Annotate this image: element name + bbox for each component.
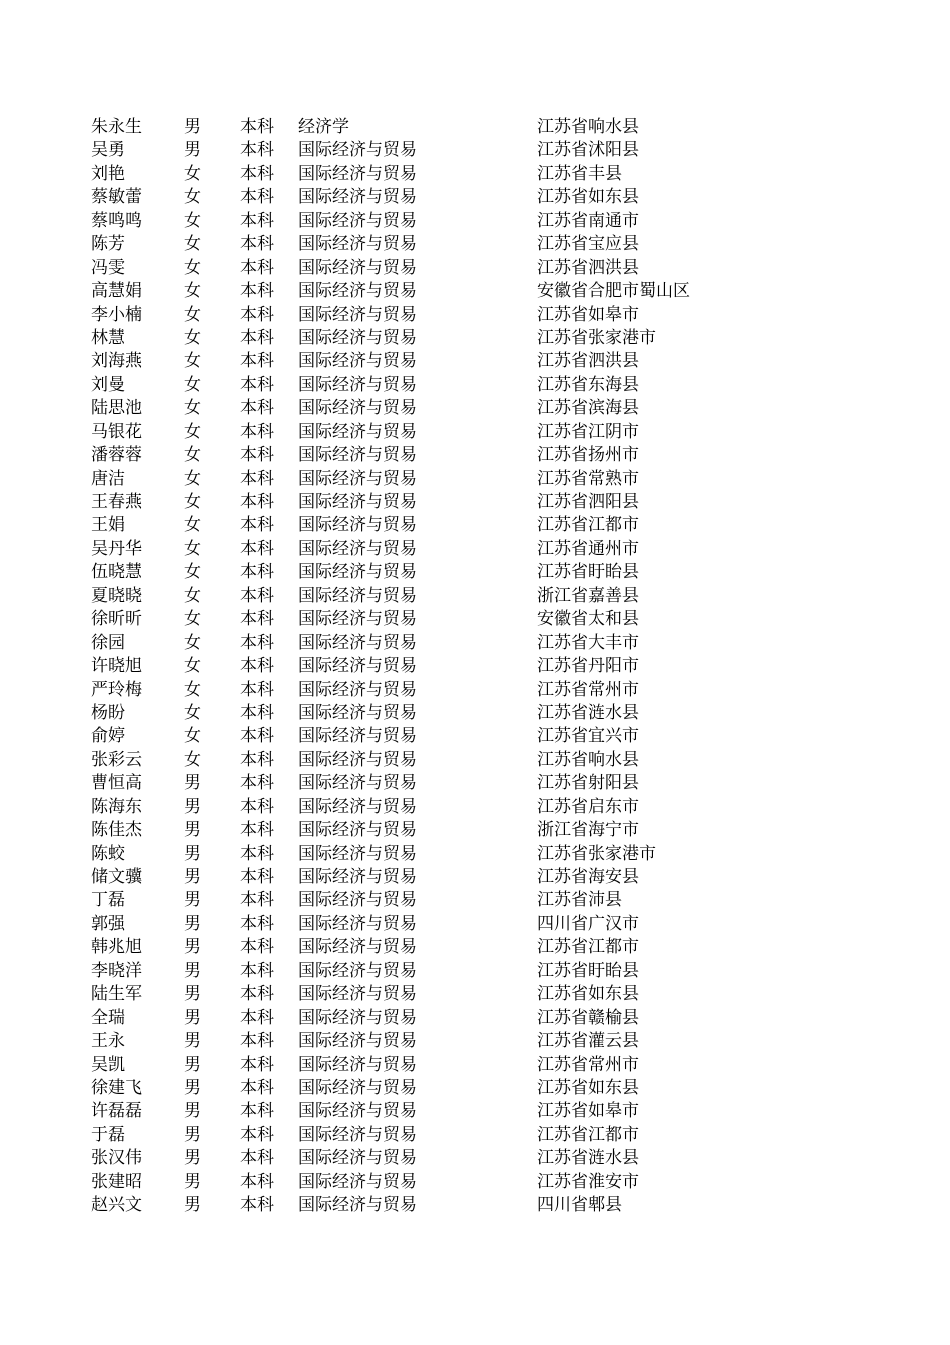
student-major: 国际经济与贸易 (298, 562, 417, 583)
student-degree: 本科 (240, 374, 274, 395)
student-gender: 男 (184, 984, 201, 1005)
student-major: 国际经济与贸易 (298, 726, 417, 747)
student-major: 国际经济与贸易 (298, 1124, 417, 1145)
student-name: 刘海燕 (91, 351, 142, 372)
student-gender: 女 (184, 421, 201, 442)
student-gender: 女 (184, 492, 201, 512)
student-gender: 女 (184, 515, 201, 536)
student-degree: 本科 (240, 843, 274, 864)
student-name: 陆生军 (91, 984, 142, 1005)
student-degree: 本科 (240, 585, 274, 606)
student-origin: 江苏省赣榆县 (537, 1007, 639, 1028)
student-name: 朱永生 (91, 117, 142, 137)
student-roster (91, 116, 791, 1218)
table-row (91, 1030, 791, 1053)
student-major: 国际经济与贸易 (298, 210, 417, 231)
student-major: 国际经济与贸易 (298, 702, 417, 723)
student-name: 陈海东 (91, 796, 142, 817)
student-origin: 四川省郫县 (537, 1195, 622, 1216)
student-degree: 本科 (240, 163, 274, 184)
student-origin: 江苏省泗阳县 (537, 492, 639, 512)
table-row (91, 1100, 791, 1123)
student-major: 国际经济与贸易 (298, 304, 417, 325)
student-gender: 男 (184, 1007, 201, 1028)
student-major: 国际经济与贸易 (298, 796, 417, 817)
student-degree: 本科 (240, 187, 274, 208)
student-origin: 江苏省通州市 (537, 538, 639, 559)
student-name: 储文骥 (91, 867, 142, 887)
table-row (91, 632, 791, 655)
student-name: 吴丹华 (91, 538, 142, 559)
student-major: 国际经济与贸易 (298, 1101, 417, 1122)
student-major: 国际经济与贸易 (298, 1031, 417, 1052)
student-gender: 女 (184, 538, 201, 559)
student-origin: 江苏省如东县 (537, 1077, 639, 1098)
table-row (91, 1054, 791, 1077)
table-row (91, 796, 791, 819)
student-degree: 本科 (240, 445, 274, 466)
student-major: 经济学 (298, 117, 349, 137)
student-name: 张彩云 (91, 749, 142, 770)
student-major: 国际经济与贸易 (298, 421, 417, 442)
table-row (91, 983, 791, 1006)
student-degree: 本科 (240, 210, 274, 231)
student-gender: 男 (184, 1195, 201, 1216)
student-major: 国际经济与贸易 (298, 351, 417, 372)
student-name: 潘蓉蓉 (91, 445, 142, 466)
student-gender: 男 (184, 820, 201, 841)
student-name: 吴勇 (91, 140, 125, 161)
student-major: 国际经济与贸易 (298, 140, 417, 161)
student-origin: 江苏省沭阳县 (537, 140, 639, 161)
student-origin: 江苏省东海县 (537, 374, 639, 395)
student-gender: 女 (184, 656, 201, 677)
student-degree: 本科 (240, 679, 274, 700)
student-gender: 女 (184, 304, 201, 325)
student-origin: 江苏省涟水县 (537, 1148, 639, 1169)
student-gender: 女 (184, 468, 201, 489)
student-major: 国际经济与贸易 (298, 867, 417, 887)
student-name: 张建昭 (91, 1171, 142, 1192)
student-origin: 江苏省盱眙县 (537, 562, 639, 583)
student-gender: 女 (184, 210, 201, 231)
student-major: 国际经济与贸易 (298, 234, 417, 255)
student-major: 国际经济与贸易 (298, 1148, 417, 1169)
student-origin: 江苏省江阴市 (537, 421, 639, 442)
table-row (91, 913, 791, 936)
student-name: 赵兴文 (91, 1195, 142, 1216)
student-degree: 本科 (240, 656, 274, 677)
student-degree: 本科 (240, 140, 274, 161)
student-origin: 浙江省嘉善县 (537, 585, 639, 606)
student-major: 国际经济与贸易 (298, 1195, 417, 1216)
student-major: 国际经济与贸易 (298, 327, 417, 348)
student-major: 国际经济与贸易 (298, 1007, 417, 1028)
student-major: 国际经济与贸易 (298, 632, 417, 653)
student-degree: 本科 (240, 1124, 274, 1145)
table-row (91, 374, 791, 397)
student-origin: 江苏省常州市 (537, 679, 639, 700)
student-name: 马银花 (91, 421, 142, 442)
student-major: 国际经济与贸易 (298, 187, 417, 208)
table-row (91, 1194, 791, 1217)
student-degree: 本科 (240, 960, 274, 981)
student-origin: 江苏省丰县 (537, 163, 622, 184)
student-degree: 本科 (240, 1054, 274, 1075)
student-origin: 江苏省响水县 (537, 749, 639, 770)
student-major: 国际经济与贸易 (298, 281, 417, 302)
student-gender: 女 (184, 281, 201, 302)
table-row (91, 679, 791, 702)
student-name: 郭强 (91, 913, 125, 934)
student-gender: 男 (184, 1148, 201, 1169)
student-origin: 江苏省丹阳市 (537, 656, 639, 677)
table-row (91, 749, 791, 772)
student-name: 张汉伟 (91, 1148, 142, 1169)
student-major: 国际经济与贸易 (298, 773, 417, 794)
student-name: 李晓洋 (91, 960, 142, 981)
student-degree: 本科 (240, 492, 274, 512)
student-degree: 本科 (240, 609, 274, 630)
student-major: 国际经济与贸易 (298, 257, 417, 278)
student-gender: 女 (184, 445, 201, 466)
student-major: 国际经济与贸易 (298, 656, 417, 677)
student-degree: 本科 (240, 632, 274, 653)
student-gender: 男 (184, 1077, 201, 1098)
student-origin: 安徽省太和县 (537, 609, 639, 630)
table-row (91, 327, 791, 350)
student-major: 国际经济与贸易 (298, 398, 417, 419)
table-row (91, 538, 791, 561)
student-degree: 本科 (240, 820, 274, 841)
student-degree: 本科 (240, 515, 274, 536)
student-degree: 本科 (240, 796, 274, 817)
student-major: 国际经济与贸易 (298, 468, 417, 489)
table-row (91, 561, 791, 584)
student-name: 冯雯 (91, 257, 125, 278)
student-origin: 江苏省盱眙县 (537, 960, 639, 981)
student-degree: 本科 (240, 1077, 274, 1098)
table-row (91, 350, 791, 373)
student-origin: 江苏省如皋市 (537, 304, 639, 325)
student-gender: 男 (184, 1031, 201, 1052)
student-gender: 女 (184, 562, 201, 583)
student-origin: 江苏省大丰市 (537, 632, 639, 653)
student-gender: 女 (184, 702, 201, 723)
student-degree: 本科 (240, 937, 274, 958)
student-name: 于磊 (91, 1124, 125, 1145)
student-major: 国际经济与贸易 (298, 913, 417, 934)
student-degree: 本科 (240, 913, 274, 934)
student-gender: 男 (184, 867, 201, 887)
student-major: 国际经济与贸易 (298, 843, 417, 864)
student-origin: 江苏省泗洪县 (537, 257, 639, 278)
student-origin: 江苏省响水县 (537, 117, 639, 137)
student-gender: 男 (184, 1171, 201, 1192)
student-degree: 本科 (240, 304, 274, 325)
student-origin: 江苏省泗洪县 (537, 351, 639, 372)
student-name: 林慧 (91, 327, 125, 348)
student-major: 国际经济与贸易 (298, 1054, 417, 1075)
table-row (91, 1147, 791, 1170)
student-name: 徐建飞 (91, 1077, 142, 1098)
student-gender: 女 (184, 351, 201, 372)
student-degree: 本科 (240, 562, 274, 583)
student-gender: 女 (184, 632, 201, 653)
student-degree: 本科 (240, 867, 274, 887)
student-origin: 江苏省宜兴市 (537, 726, 639, 747)
table-row (91, 1077, 791, 1100)
student-origin: 浙江省海宁市 (537, 820, 639, 841)
student-degree: 本科 (240, 1007, 274, 1028)
student-name: 陈佳杰 (91, 820, 142, 841)
student-major: 国际经济与贸易 (298, 585, 417, 606)
student-name: 蔡敏蕾 (91, 187, 142, 208)
student-major: 国际经济与贸易 (298, 538, 417, 559)
table-row (91, 491, 791, 514)
student-gender: 男 (184, 1124, 201, 1145)
student-name: 杨盼 (91, 702, 125, 723)
student-name: 严玲梅 (91, 679, 142, 700)
student-degree: 本科 (240, 117, 274, 137)
student-gender: 女 (184, 585, 201, 606)
table-row (91, 1124, 791, 1147)
table-row (91, 186, 791, 209)
student-major: 国际经济与贸易 (298, 374, 417, 395)
table-row (91, 116, 791, 139)
student-origin: 江苏省江都市 (537, 1124, 639, 1145)
student-origin: 江苏省常州市 (537, 1054, 639, 1075)
student-origin: 江苏省射阳县 (537, 773, 639, 794)
table-row (91, 772, 791, 795)
student-degree: 本科 (240, 726, 274, 747)
student-origin: 江苏省张家港市 (537, 327, 656, 348)
student-major: 国际经济与贸易 (298, 749, 417, 770)
student-degree: 本科 (240, 1171, 274, 1192)
student-major: 国际经济与贸易 (298, 515, 417, 536)
student-degree: 本科 (240, 890, 274, 911)
student-origin: 江苏省宝应县 (537, 234, 639, 255)
table-row (91, 702, 791, 725)
student-name: 吴凯 (91, 1054, 125, 1075)
student-major: 国际经济与贸易 (298, 679, 417, 700)
student-name: 丁磊 (91, 890, 125, 911)
student-gender: 男 (184, 960, 201, 981)
table-row (91, 304, 791, 327)
student-name: 许晓旭 (91, 656, 142, 677)
student-gender: 女 (184, 327, 201, 348)
table-row (91, 444, 791, 467)
student-degree: 本科 (240, 257, 274, 278)
table-row (91, 257, 791, 280)
student-origin: 江苏省启东市 (537, 796, 639, 817)
student-major: 国际经济与贸易 (298, 960, 417, 981)
student-origin: 江苏省涟水县 (537, 702, 639, 723)
student-origin: 江苏省扬州市 (537, 445, 639, 466)
student-name: 曹恒高 (91, 773, 142, 794)
table-row (91, 1171, 791, 1194)
table-row (91, 843, 791, 866)
student-gender: 女 (184, 187, 201, 208)
student-gender: 女 (184, 749, 201, 770)
student-name: 刘曼 (91, 374, 125, 395)
table-row (91, 514, 791, 537)
table-row (91, 139, 791, 162)
student-name: 伍晓慧 (91, 562, 142, 583)
table-row (91, 421, 791, 444)
table-row (91, 608, 791, 631)
student-degree: 本科 (240, 234, 274, 255)
student-origin: 江苏省江都市 (537, 937, 639, 958)
student-degree: 本科 (240, 1101, 274, 1122)
student-origin: 江苏省常熟市 (537, 468, 639, 489)
student-origin: 江苏省张家港市 (537, 843, 656, 864)
student-degree: 本科 (240, 1148, 274, 1169)
student-gender: 女 (184, 609, 201, 630)
student-origin: 江苏省如皋市 (537, 1101, 639, 1122)
student-name: 高慧娟 (91, 281, 142, 302)
student-major: 国际经济与贸易 (298, 1171, 417, 1192)
student-degree: 本科 (240, 327, 274, 348)
student-degree: 本科 (240, 281, 274, 302)
student-origin: 江苏省南通市 (537, 210, 639, 231)
student-gender: 男 (184, 1054, 201, 1075)
student-name: 陈蛟 (91, 843, 125, 864)
student-name: 刘艳 (91, 163, 125, 184)
student-origin: 江苏省滨海县 (537, 398, 639, 419)
student-gender: 男 (184, 937, 201, 958)
student-origin: 四川省广汉市 (537, 913, 639, 934)
table-row (91, 960, 791, 983)
student-origin: 江苏省如东县 (537, 187, 639, 208)
student-name: 王春燕 (91, 492, 142, 512)
table-row (91, 163, 791, 186)
table-row (91, 936, 791, 959)
student-degree: 本科 (240, 398, 274, 419)
student-gender: 男 (184, 913, 201, 934)
student-origin: 江苏省如东县 (537, 984, 639, 1005)
student-name: 许磊磊 (91, 1101, 142, 1122)
student-name: 全瑞 (91, 1007, 125, 1028)
student-degree: 本科 (240, 351, 274, 372)
student-major: 国际经济与贸易 (298, 820, 417, 841)
student-origin: 江苏省海安县 (537, 867, 639, 887)
student-gender: 男 (184, 773, 201, 794)
student-name: 俞婷 (91, 726, 125, 747)
student-origin: 江苏省江都市 (537, 515, 639, 536)
student-degree: 本科 (240, 984, 274, 1005)
student-major: 国际经济与贸易 (298, 1077, 417, 1098)
student-major: 国际经济与贸易 (298, 445, 417, 466)
student-gender: 女 (184, 234, 201, 255)
student-gender: 女 (184, 374, 201, 395)
table-row (91, 210, 791, 233)
table-row (91, 585, 791, 608)
student-gender: 女 (184, 257, 201, 278)
student-origin: 江苏省淮安市 (537, 1171, 639, 1192)
table-row (91, 233, 791, 256)
table-row (91, 819, 791, 842)
table-row (91, 280, 791, 303)
student-major: 国际经济与贸易 (298, 163, 417, 184)
student-name: 唐洁 (91, 468, 125, 489)
student-degree: 本科 (240, 468, 274, 489)
student-major: 国际经济与贸易 (298, 890, 417, 911)
student-gender: 男 (184, 117, 201, 137)
student-major: 国际经济与贸易 (298, 984, 417, 1005)
student-origin: 安徽省合肥市蜀山区 (537, 281, 690, 302)
student-name: 徐昕昕 (91, 609, 142, 630)
table-row (91, 866, 791, 889)
student-gender: 女 (184, 163, 201, 184)
table-row (91, 1007, 791, 1030)
student-origin: 江苏省沛县 (537, 890, 622, 911)
table-row (91, 655, 791, 678)
student-gender: 女 (184, 679, 201, 700)
student-name: 徐园 (91, 632, 125, 653)
student-major: 国际经济与贸易 (298, 937, 417, 958)
table-row (91, 397, 791, 420)
student-gender: 男 (184, 843, 201, 864)
student-name: 夏晓晓 (91, 585, 142, 606)
student-degree: 本科 (240, 538, 274, 559)
student-name: 王娟 (91, 515, 125, 536)
table-row (91, 468, 791, 491)
table-row (91, 725, 791, 748)
student-name: 蔡鸣鸣 (91, 210, 142, 231)
student-gender: 女 (184, 398, 201, 419)
student-name: 韩兆旭 (91, 937, 142, 958)
student-degree: 本科 (240, 421, 274, 442)
student-degree: 本科 (240, 1195, 274, 1216)
student-degree: 本科 (240, 702, 274, 723)
student-gender: 男 (184, 1101, 201, 1122)
student-major: 国际经济与贸易 (298, 492, 417, 512)
student-degree: 本科 (240, 773, 274, 794)
student-degree: 本科 (240, 749, 274, 770)
student-major: 国际经济与贸易 (298, 609, 417, 630)
student-name: 李小楠 (91, 304, 142, 325)
student-gender: 女 (184, 726, 201, 747)
student-gender: 男 (184, 796, 201, 817)
student-gender: 男 (184, 140, 201, 161)
student-name: 陆思池 (91, 398, 142, 419)
student-name: 王永 (91, 1031, 125, 1052)
student-name: 陈芳 (91, 234, 125, 255)
student-origin: 江苏省灌云县 (537, 1031, 639, 1052)
table-row (91, 889, 791, 912)
student-gender: 男 (184, 890, 201, 911)
student-degree: 本科 (240, 1031, 274, 1052)
